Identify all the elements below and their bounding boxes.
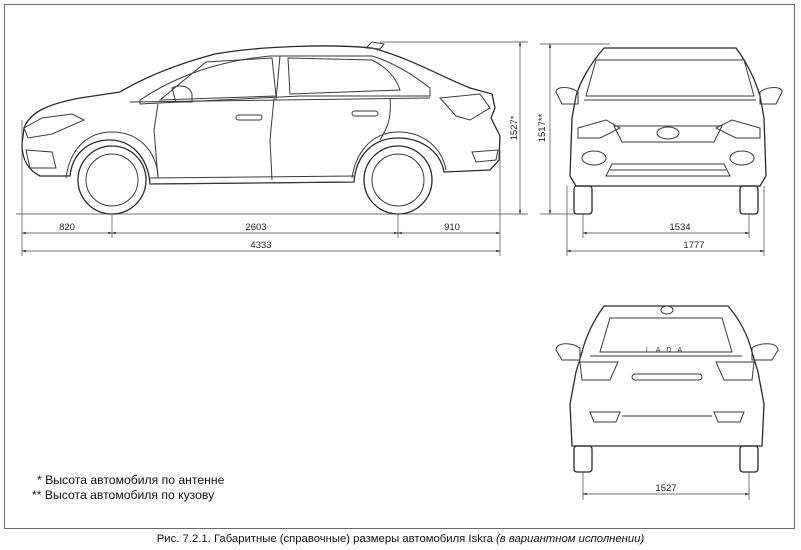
note-antenna: * Высота автомобиля по антенне	[37, 473, 225, 487]
dim-rear-track: 1527	[655, 483, 677, 494]
dim-front-overhang: 820	[59, 222, 75, 233]
dim-height-body: 1517**	[537, 113, 548, 143]
rear-badge-text: LADA	[645, 347, 689, 354]
car-front-view	[556, 48, 782, 214]
car-side-view	[22, 42, 500, 214]
dim-overall-width: 1777	[683, 240, 705, 251]
caption-text: Рис. 7.2.1. Габаритные (справочные) размеры автомобиля Iskra	[156, 533, 497, 545]
car-rear-view	[556, 306, 778, 472]
note-body: ** Высота автомобиля по кузову	[32, 488, 215, 502]
dim-front-track: 1534	[669, 222, 691, 233]
footnotes	[32, 473, 224, 503]
dim-height-antenna: 1527*	[509, 115, 520, 141]
dim-wheelbase: 2603	[245, 222, 267, 233]
dim-overall-length: 4333	[250, 240, 272, 251]
caption-italic: (в вариантном исполнении)	[496, 533, 645, 545]
figure-caption	[0, 533, 801, 545]
dim-rear-overhang: 910	[444, 222, 460, 233]
